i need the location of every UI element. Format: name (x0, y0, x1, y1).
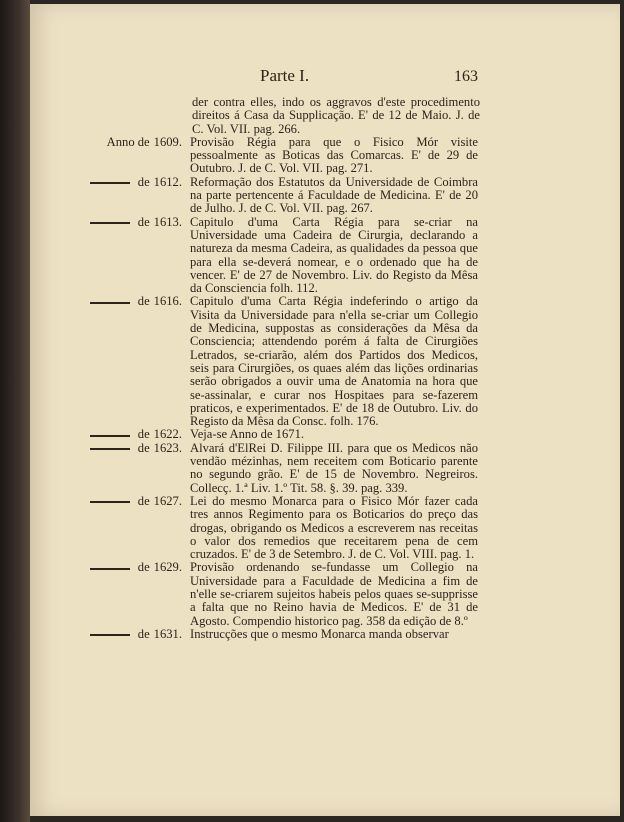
book-page (30, 4, 620, 816)
entry-date (30, 295, 182, 308)
entry-text: Alvará d'ElRei D. Filippe III. para que os Medicos não vendão mézinhas, nem receitem com Boticario parente no segundo grão. E' de 15 de Novembro. Negreiros. Collecç. 1.ª Liv. 1.º Tit. 58. §. 39. pag. 339. (190, 440, 478, 495)
list-item (30, 561, 620, 627)
entry-date-prefix: de (137, 626, 150, 641)
ditto-dash (90, 568, 130, 570)
entry-text: der contra elles, indo os aggravos d'este procedimento direitos á Casa da Supplicação. E' de 12 de Maio. J. de C. Vol. VII. pag. 266. (192, 95, 480, 136)
entry-year: 1609. (153, 134, 182, 149)
list-item (30, 136, 620, 176)
entry-year: 1613. (153, 214, 182, 229)
entry-date-prefix: de (137, 174, 150, 189)
chronology-list (30, 96, 620, 641)
entry-text: Capitulo d'uma Carta Régia para se-criar na Universidade uma Cadeira de Cirurgia, declarando a natureza da mesma Cadeira, as qualidades da pessoa que para ella se-deverá nomear, e o ordenado que ha de vencer. E' de 27 de Novembro. Liv. do Registo da Mêsa da Consciencia folh. 112. (190, 214, 478, 296)
entry-text: Provisão ordenando se-fundasse um Collegio na Universidade para a Faculdade de Medicina a fim de n'elle se-criarem sujeitos habeis pelos quaes se-supprisse a falta que no Reino havia de Medicos. E' de 31 de Agosto. Compendio historico pag. 358 da edição de 8.º (190, 560, 478, 628)
entry-date (30, 176, 182, 189)
entry-date (30, 442, 182, 455)
list-item (30, 428, 620, 441)
entry-date (30, 136, 182, 149)
list-item (30, 96, 620, 136)
running-title: Parte I. (260, 66, 310, 85)
entry-text: Reformação dos Estatutos da Universidade de Coimbra na parte pertencente á Faculdade de Medicina. E' de 20 de Julho. J. de C. Vol. VII. pag. 267. (190, 174, 478, 216)
ditto-dash (90, 501, 130, 503)
entry-date-prefix: de (137, 440, 150, 455)
entry-date-prefix: de (137, 427, 150, 442)
list-item (30, 495, 620, 561)
entry-year: 1629. (153, 560, 182, 575)
ditto-dash (90, 448, 130, 450)
ditto-dash (90, 222, 130, 224)
entry-date (30, 428, 182, 441)
entry-date (30, 495, 182, 508)
page-number: 163 (454, 68, 478, 85)
list-item (30, 176, 620, 216)
entry-date-prefix: de (137, 493, 150, 508)
entry-date-prefix: Anno de (106, 134, 150, 149)
entry-date-prefix: de (137, 560, 150, 575)
entry-text: Lei do mesmo Monarca para o Fisico Mór fazer cada tres annos Regimento para os Boticarios do preço das drogas, obrigando os Medicos a escreverem nas receitas o valor dos remedios que receitarem pena de cem cruzados. E' de 3 de Setembro. J. de C. Vol. VIII. pag. 1. (190, 493, 478, 562)
entry-date (30, 628, 182, 641)
entry-date-prefix: de (137, 214, 150, 229)
entry-date-prefix: de (137, 294, 150, 309)
running-header (30, 66, 620, 88)
entry-date (30, 216, 182, 229)
ditto-dash (90, 302, 130, 304)
entry-year: 1622. (153, 427, 182, 442)
ditto-dash (90, 182, 130, 184)
ditto-dash (90, 435, 130, 437)
entry-year: 1631. (153, 626, 182, 641)
entry-text: Veja-se Anno de 1671. (190, 427, 305, 442)
list-item (30, 628, 620, 641)
entry-text: Provisão Régia para que o Fisico Mór visite pessoalmente as Boticas das Comarcas. E' de 29 de Outubro. J. de C. Vol. VII. pag. 271. (190, 134, 478, 176)
entry-year: 1627. (153, 493, 182, 508)
list-item (30, 442, 620, 495)
entry-year: 1623. (153, 440, 182, 455)
entry-date (30, 561, 182, 574)
book-spine-shadow (0, 0, 30, 822)
entry-year: 1616. (153, 294, 182, 309)
list-item (30, 295, 620, 428)
list-item (30, 216, 620, 296)
entry-text: Capitulo d'uma Carta Régia indeferindo o artigo da Visita da Universidade para n'ella se-criar um Collegio de Medicina, suppostas as considerações da Mêsa da Consciencia; attendendo porém á falta de Cirurgiões Letrados, se-criarão, além dos Partidos dos Medicos, seis para Cirurgiões, os quaes além das lições ordinarias serão obrigados a ouvir uma de Anatomia na hora que se-assinalar, e curar nos Hospitaes para se-fazerem praticos, e experimentados. E' de 18 de Outubro. Liv. do Registo da Mêsa da Consc. folh. 176. (190, 294, 478, 429)
entry-year: 1612. (153, 174, 182, 189)
ditto-dash (90, 634, 130, 636)
entry-text: Instrucções que o mesmo Monarca manda observar (190, 626, 449, 641)
